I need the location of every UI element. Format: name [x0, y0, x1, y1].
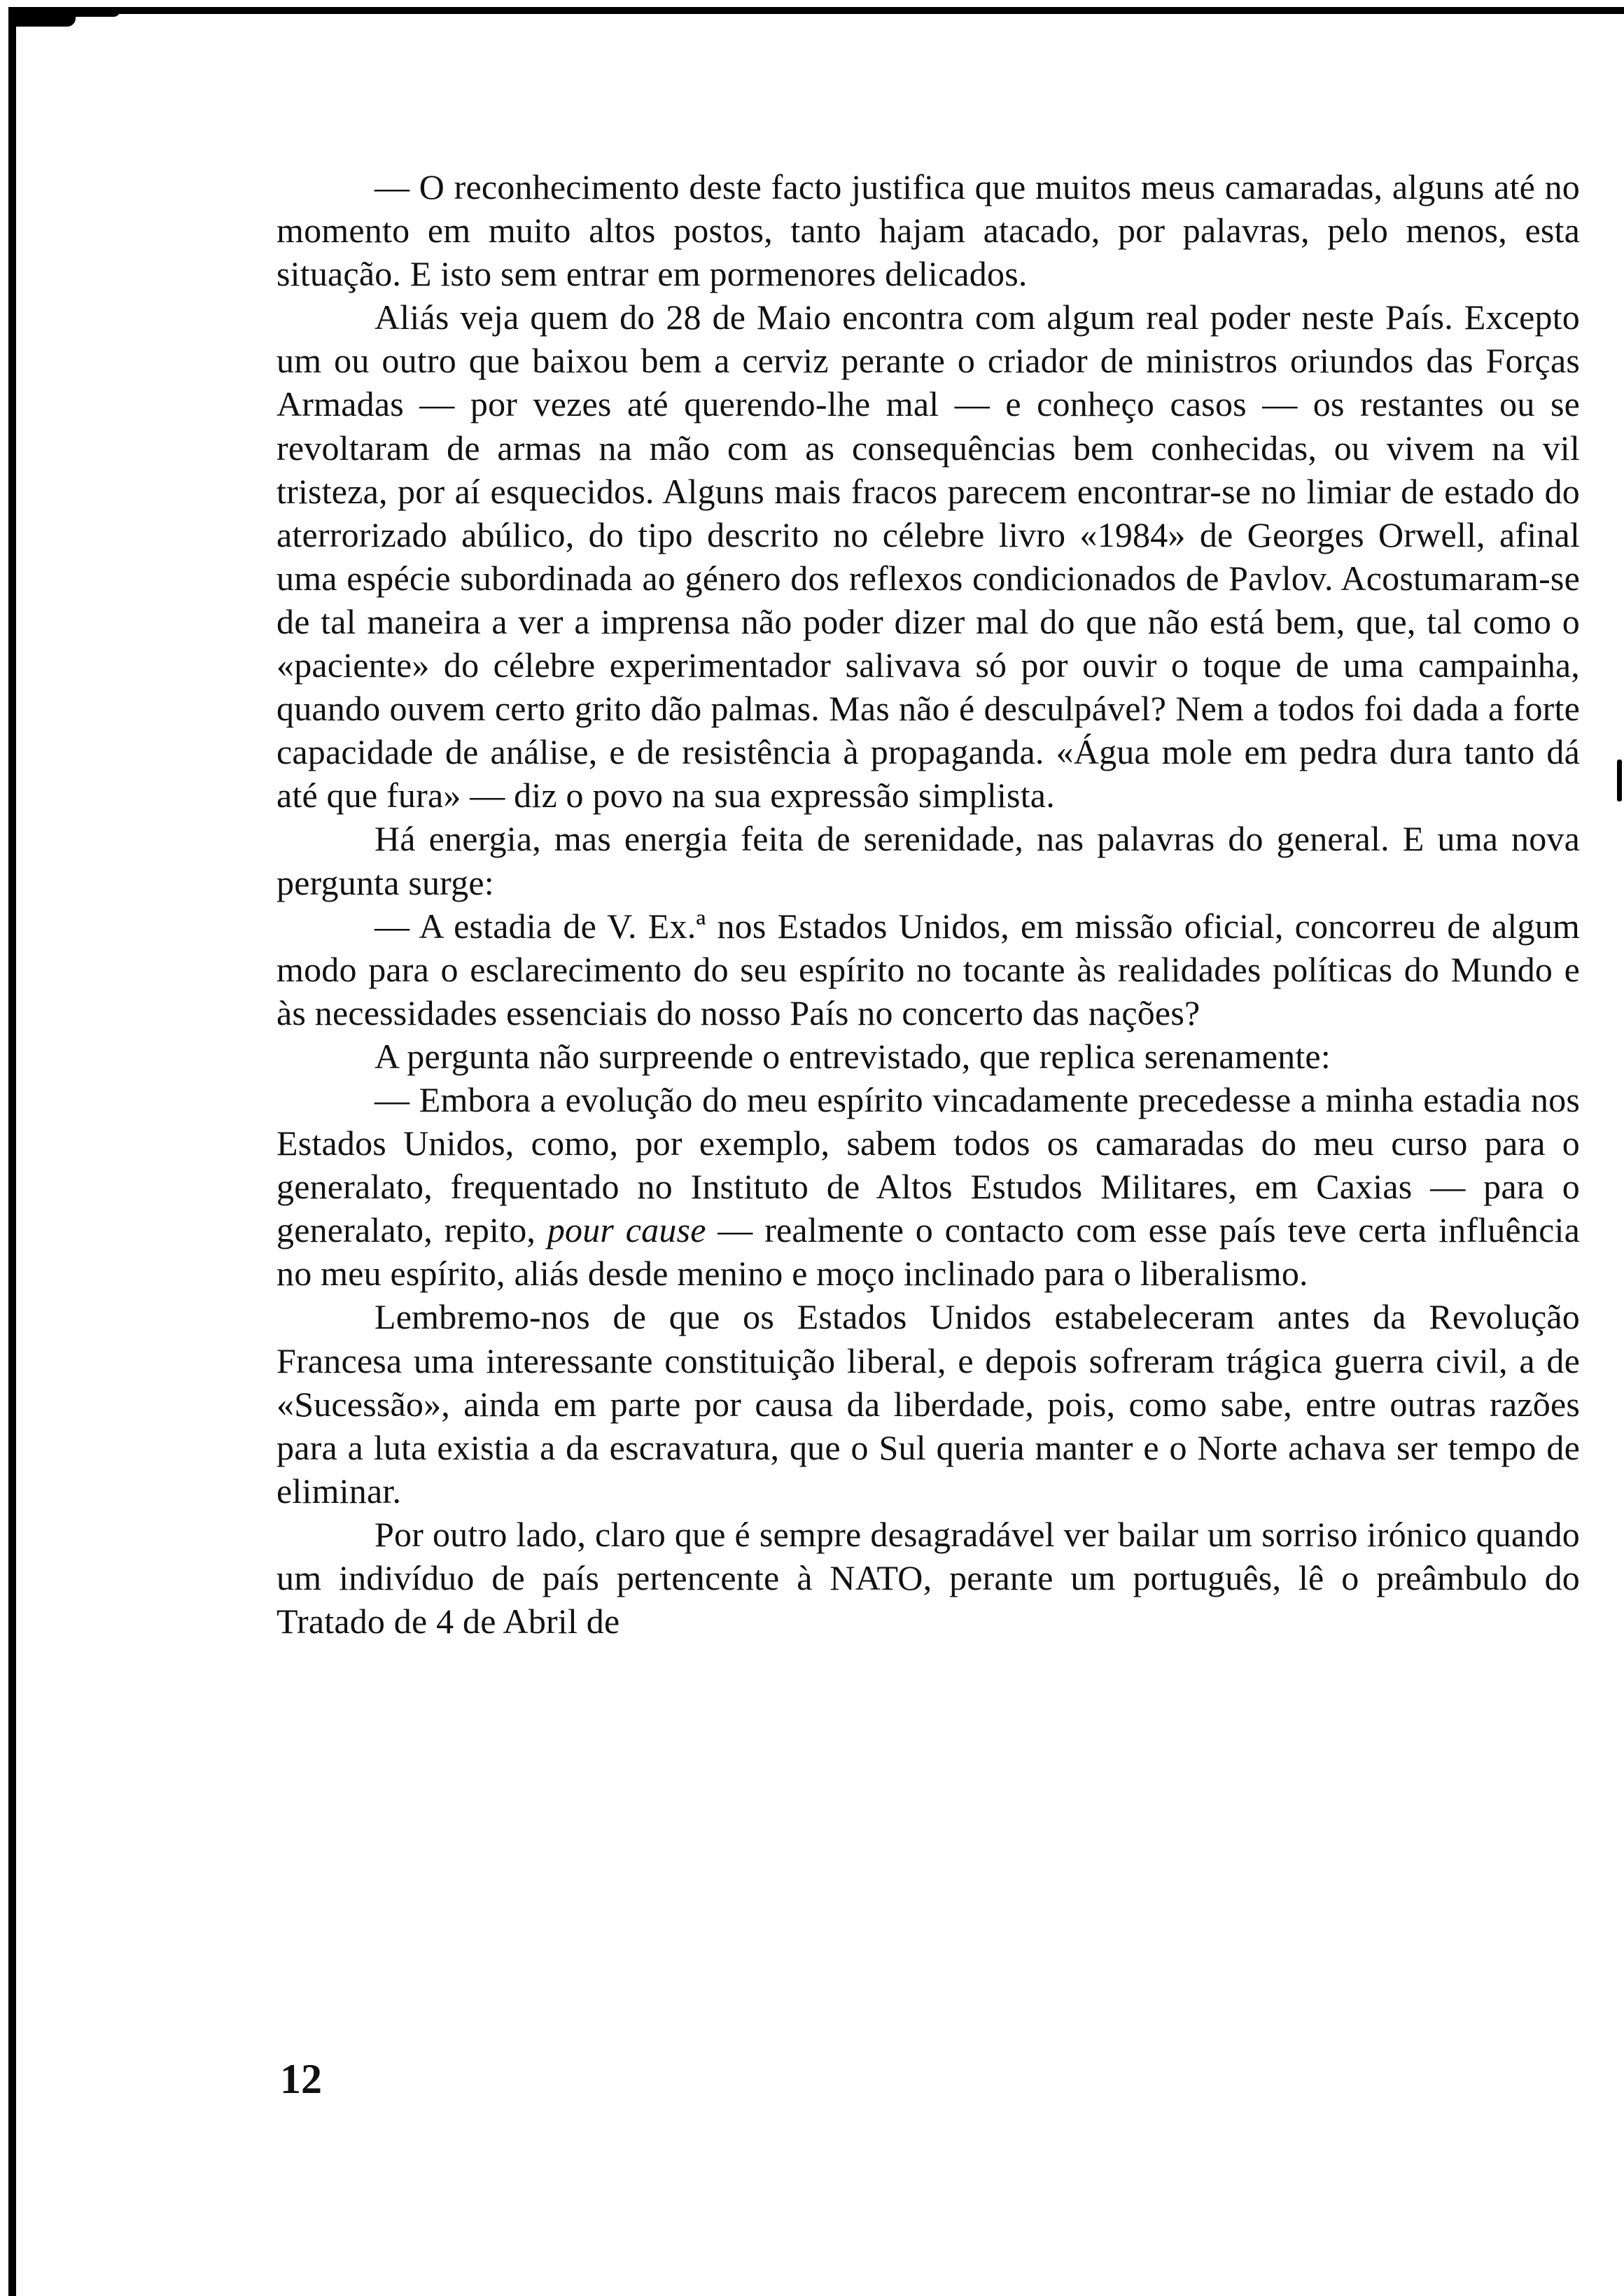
- paragraph-5: A pergunta não surpreende o entrevistado, que replica serenamente:: [374, 1036, 1331, 1076]
- paragraph-6-part-2: — realmente o contacto com esse país teve certa influência no meu espírito, aliás desde menino e moço inclinado para o liberalismo.: [276, 1210, 1580, 1294]
- page-number: 12: [280, 2056, 322, 2102]
- paragraph-6-part-1: — Embora a evolução do meu espírito vincadamente precedesse a minha estadia nos Estados Unidos, como, por exemplo, sabem todos os camaradas do meu curso para o generalato, frequentado no Instituto de Altos Estudos Militares, em Caxias — para o generalato, repito,: [276, 1079, 1580, 1250]
- paragraph-8: Por outro lado, claro que é sempre desagradável ver bailar um sorriso irónico quando um indivíduo de país pertencente à NATO, perante um português, lê o preâmbulo do Tratado de 4 de Abril de: [276, 1514, 1580, 1642]
- scan-corner-shadow-upper: [8, 7, 120, 17]
- paragraph-6: [276, 1078, 1580, 1295]
- page-body: [276, 165, 1580, 1643]
- paragraph-2: Aliás veja quem do 28 de Maio encontra com algum real poder neste País. Excepto um ou outro que baixou bem a cerviz perante o criador de ministros oriundos das Forças Armadas — por vezes até querendo-lhe mal — e conheço casos — os restantes ou se revoltaram de armas na mão com as consequências bem conhecidas, ou vivem na vil tristeza, por aí esquecidos. Alguns mais fracos parecem encontrar-se no limiar de estado do aterrorizado abúlico, do tipo descrito no célebre livro «1984» de Georges Orwell, afinal uma espécie subordinada ao género dos reflexos condicionados de Pavlov. Acostumaram-se de tal maneira a ver a imprensa não poder dizer mal do que não está bem, que, tal como o «paciente» do célebre experimentador salivava só por ouvir o toque de uma campainha, quando ouvem certo grito dão palmas. Mas não é desculpável? Nem a todos foi dada a forte capacidade de análise, e de resistência à propaganda. «Água mole em pedra dura tanto dá até que fura» — diz o povo na sua expressão simplista.: [276, 298, 1580, 816]
- paragraph-1: — O reconhecimento deste facto justifica que muitos meus camaradas, alguns até no momento em muito altos postos, tanto hajam atacado, por palavras, pelo menos, esta situação. E isto sem entrar em pormenores delicados.: [276, 167, 1580, 294]
- paragraph-3: Há energia, mas energia feita de serenidade, nas palavras do general. E uma nova pergunta surge:: [276, 819, 1580, 902]
- scan-border-left: [8, 7, 16, 2296]
- italic-phrase: pour cause: [547, 1210, 706, 1250]
- paragraph-4: — A estadia de V. Ex.ª nos Estados Unidos, em missão oficial, concorreu de algum modo para o esclarecimento do seu espírito no tocante às realidades políticas do Mundo e às necessidades essenciais do nosso País no concerto das nações?: [276, 906, 1580, 1032]
- scan-border-top: [8, 7, 1624, 14]
- margin-bracket-mark: [1617, 760, 1622, 802]
- paragraph-7: Lembremo-nos de que os Estados Unidos estabeleceram antes da Revolução Francesa uma interessante constituição liberal, e depois sofreram trágica guerra civil, a de «Sucessão», ainda em parte por causa da liberdade, pois, como sabe, entre outras razões para a luta existia a da escravatura, que o Sul queria manter e o Norte achava ser tempo de eliminar.: [276, 1297, 1580, 1511]
